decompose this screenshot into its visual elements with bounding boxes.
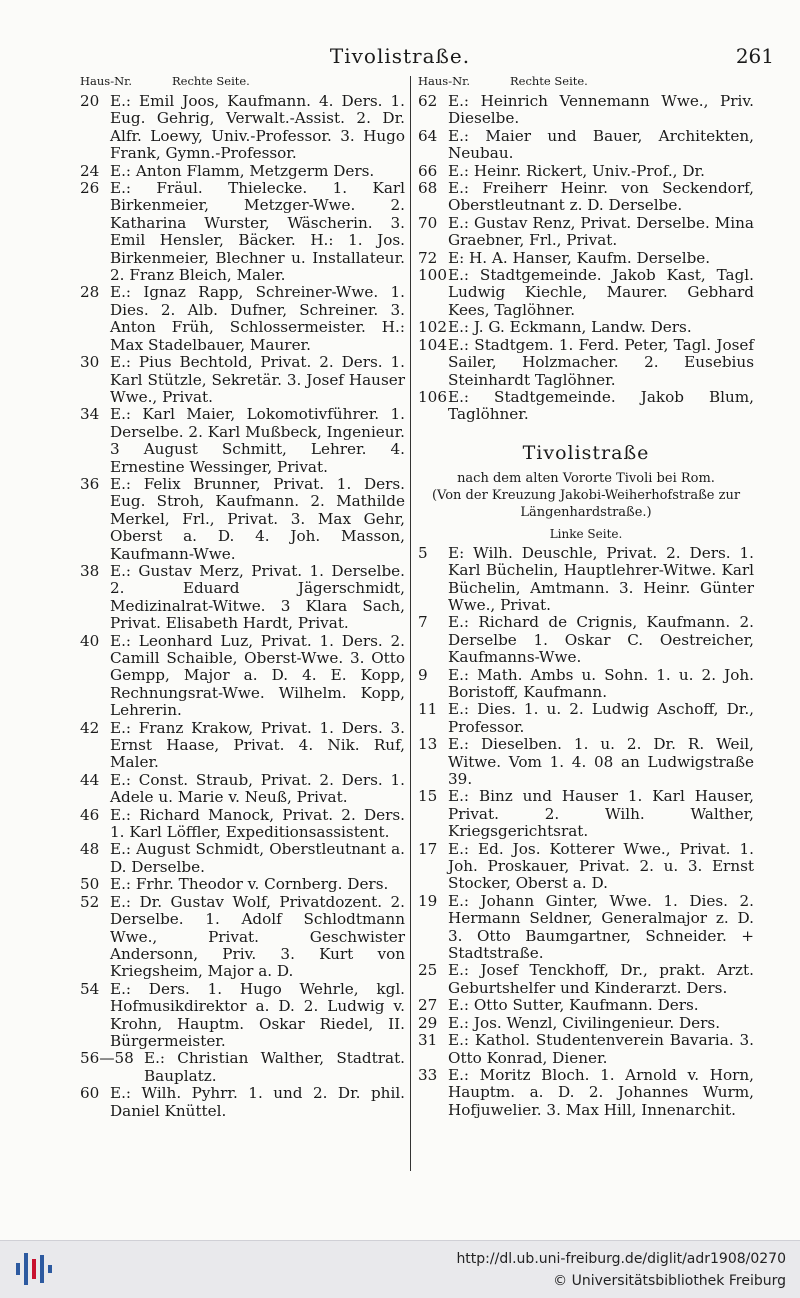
right-column-header xyxy=(418,74,754,91)
resident-text: E.: Math. Ambs u. Sohn. 1. u. 2. Joh. Boristoff, Kaufmann. xyxy=(448,665,754,701)
address-entry xyxy=(418,1032,754,1067)
resident-text: E.: Richard Manock, Privat. 2. Ders. 1. Karl Löffler, Expeditionsassistent. xyxy=(110,805,405,842)
resident-text: E.: Dies. 1. u. 2. Ludwig Aschoff, Dr., Professor. xyxy=(448,700,754,736)
resident-text: E.: Emil Joos, Kaufmann. 4. Ders. 1. Eug. Gehrig, Verwalt.-Assist. 2. Dr. Alfr. Loewy, Univ.-Professor. 3. Hugo Frank, Gymn.-Professor. xyxy=(110,92,405,163)
address-entry xyxy=(418,997,754,1014)
address-entry xyxy=(418,788,754,840)
resident-text: E.: Gustav Renz, Privat. Derselbe. Mina Graebner, Frl., Privat. xyxy=(448,213,754,250)
address-entry xyxy=(80,876,405,893)
address-entry xyxy=(418,128,754,163)
house-number: 34 xyxy=(80,405,100,424)
ub-freiburg-logo-icon xyxy=(12,1249,56,1289)
resident-text: E.: Gustav Merz, Privat. 1. Derselbe. 2. Eduard Jägerschmidt, Medizinalrat-Witwe. 3 Klara Sach, Privat. Elisabeth Hardt, Privat. xyxy=(110,561,405,633)
house-number: 70 xyxy=(418,213,438,232)
address-entry xyxy=(80,93,405,163)
address-entry xyxy=(80,1085,405,1120)
column-divider xyxy=(410,76,411,1171)
left-entries xyxy=(80,93,405,1120)
resident-text: E.: Wilh. Pyhrr. 1. und 2. Dr. phil. Daniel Knüttel. xyxy=(110,1084,405,1120)
address-entry xyxy=(80,720,405,772)
left-column-header xyxy=(80,74,405,91)
house-number: 64 xyxy=(418,126,438,145)
section-side-label: Linke Seite. xyxy=(549,526,623,541)
address-entry xyxy=(418,1015,754,1032)
house-number: 72 xyxy=(418,248,438,267)
resident-text: E.: Karl Maier, Lokomotivführer. 1. Derselbe. 2. Karl Mußbeck, Ingenieur. 3 August Schmitt, Lehrer. 4. Ernestine Wessinger, Privat. xyxy=(110,405,405,476)
resident-text: E.: Otto Sutter, Kaufmann. Ders. xyxy=(448,996,699,1015)
address-entry xyxy=(80,476,405,563)
house-number: 30 xyxy=(80,353,100,372)
address-entry xyxy=(80,406,405,476)
house-number: 29 xyxy=(418,1013,438,1032)
house-number: 100 xyxy=(418,266,447,285)
resident-text: E.: Anton Flamm, Metzgerm Ders. xyxy=(110,161,375,180)
house-number: 25 xyxy=(418,961,438,980)
right-entries-top xyxy=(418,93,754,424)
resident-text: E.: Heinr. Rickert, Univ.-Prof., Dr. xyxy=(448,161,705,180)
address-entry xyxy=(80,772,405,807)
section-subtitle: nach dem alten Vororte Tivoli bei Rom. xyxy=(457,470,715,486)
address-entry xyxy=(80,1050,405,1085)
resident-text: E.: Dieselben. 1. u. 2. Dr. R. Weil, Witwe. Vom 1. 4. 08 an Ludwigstraße 39. xyxy=(448,735,754,788)
house-number: 28 xyxy=(80,283,100,302)
house-number: 104 xyxy=(418,335,447,354)
house-number: 7 xyxy=(418,613,428,632)
resident-text: E.: August Schmidt, Oberstleutnant a. D. Derselbe. xyxy=(110,840,405,876)
address-entry xyxy=(418,893,754,963)
resident-text: E.: Ignaz Rapp, Schreiner-Wwe. 1. Dies. 2. Alb. Dufner, Schreiner. 3. Anton Früh, Schlossermeister. H.: Max Stadelbauer, Maurer. xyxy=(110,283,405,354)
address-entry xyxy=(80,807,405,842)
address-entry xyxy=(418,1067,754,1119)
resident-text: E.: Fräul. Thielecke. 1. Karl Birkenmeier, Metzger-Wwe. 2. Katharina Wurster, Wäscherin. 3. Emil Hensler, Bäcker. H.: 1. Jos. Birkenmeier, Blechner u. Installateur. 2. Franz Bleich, Maler. xyxy=(110,179,405,285)
resident-text: E.: Heinrich Vennemann Wwe., Priv. Dieselbe. xyxy=(448,92,754,128)
resident-text: E.: Johann Ginter, Wwe. 1. Dies. 2. Hermann Seldner, Generalmajor z. D. 3. Otto Baumgartner, Schneider. + Stadtstraße. xyxy=(448,891,754,963)
house-number-label: Haus-Nr. xyxy=(418,74,471,88)
resident-text: E.: Felix Brunner, Privat. 1. Ders. Eug. Stroh, Kaufmann. 2. Mathilde Merkel, Frl., Privat. 3. Max Gehr, Oberst a. D. 4. Joh. Masson, Kaufmann-Wwe. xyxy=(110,474,405,563)
section-title: Tivolistraße xyxy=(522,441,650,464)
resident-text: E.: Frhr. Theodor v. Cornberg. Ders. xyxy=(110,875,389,894)
resident-text: E.: Binz und Hauser 1. Karl Hauser, Privat. 2. Wilh. Walther, Kriegsgerichtsrat. xyxy=(448,787,754,841)
address-entry xyxy=(418,319,754,336)
resident-text: E.: Christian Walther, Stadtrat. Bauplatz. xyxy=(144,1049,405,1085)
house-number: 60 xyxy=(80,1084,100,1103)
resident-text: E.: Pius Bechtold, Privat. 2. Ders. 1. Karl Stützle, Sekretär. 3. Josef Hauser Wwe., Privat. xyxy=(110,353,405,406)
left-column xyxy=(80,74,405,1120)
address-entry xyxy=(418,180,754,215)
address-entry xyxy=(80,841,405,876)
resident-text: E.: Franz Krakow, Privat. 1. Ders. 3. Ernst Haase, Privat. 4. Nik. Ruf, Maler. xyxy=(110,718,405,772)
address-entry xyxy=(80,894,405,981)
house-number: 20 xyxy=(80,92,100,110)
resident-text: E.: Kathol. Studentenverein Bavaria. 3. Otto Konrad, Diener. xyxy=(448,1031,754,1067)
house-number: 9 xyxy=(418,665,428,684)
resident-text: E.: Ed. Jos. Kotterer Wwe., Privat. 1. Joh. Proskauer, Privat. 2. u. 3. Ernst Stocker, Oberst a. D. xyxy=(448,839,754,893)
house-number: 54 xyxy=(80,979,100,998)
house-number: 50 xyxy=(80,875,100,894)
house-number: 11 xyxy=(418,700,438,719)
resident-text: E.: Ders. 1. Hugo Wehrle, kgl. Hofmusikdirektor a. D. 2. Ludwig v. Krohn, Hauptm. Oskar Riedel, II. Bürgermeister. xyxy=(110,979,405,1050)
resident-text: E.: Stadtgem. 1. Ferd. Peter, Tagl. Josef Sailer, Holzmacher. 2. Eusebius Steinhardt Taglöhner. xyxy=(448,335,754,389)
house-number: 19 xyxy=(418,891,438,910)
address-entry xyxy=(80,981,405,1051)
house-number: 52 xyxy=(80,892,100,911)
house-number: 48 xyxy=(80,840,100,859)
address-entry xyxy=(80,163,405,180)
resident-text: E.: Leonhard Luz, Privat. 1. Ders. 2. Camill Schaible, Oberst-Wwe. 3. Otto Gempp, Major a. D. 4. E. Kopp, Rechnungsrat-Wwe. Wilhelm. Kopp, Lehrerin. xyxy=(110,631,405,720)
house-number: 17 xyxy=(418,839,438,858)
address-entry xyxy=(418,962,754,997)
address-entry xyxy=(418,614,754,666)
house-number: 62 xyxy=(418,92,438,110)
permalink-url[interactable]: http://dl.ub.uni-freiburg.de/diglit/adr1908/0270 xyxy=(456,1251,786,1267)
right-entries-bottom xyxy=(418,545,754,1119)
house-number: 27 xyxy=(418,996,438,1015)
address-entry xyxy=(418,163,754,180)
address-entry xyxy=(418,545,754,615)
resident-text: E.: Const. Straub, Privat. 2. Ders. 1. Adele u. Marie v. Neuß, Privat. xyxy=(110,770,405,807)
copyright-notice: © Universitätsbibliothek Freiburg xyxy=(553,1273,786,1289)
page-number: 261 xyxy=(735,44,774,68)
address-entry xyxy=(418,337,754,389)
house-number: 26 xyxy=(80,179,100,198)
house-number: 46 xyxy=(80,805,100,824)
resident-text: E.: Freiherr Heinr. von Seckendorf, Oberstleutnant z. D. Derselbe. xyxy=(448,179,754,215)
house-number: 66 xyxy=(418,161,438,180)
resident-text: E.: Richard de Crignis, Kaufmann. 2. Derselbe 1. Oskar C. Oestreicher, Kaufmanns-Wwe. xyxy=(448,613,754,667)
house-number: 106 xyxy=(418,387,447,406)
resident-text: E.: J. G. Eckmann, Landw. Ders. xyxy=(448,318,692,337)
right-column xyxy=(418,74,754,1119)
house-number: 24 xyxy=(80,161,100,180)
house-number: 40 xyxy=(80,631,100,650)
section-subtitle-range: (Von der Kreuzung Jakobi-Weiherhofstraße zur Längenhardstraße.) xyxy=(431,487,741,520)
address-entry xyxy=(418,267,754,319)
side-label: Rechte Seite. xyxy=(510,74,588,88)
resident-text: E.: Maier und Bauer, Architekten, Neubau. xyxy=(448,126,754,163)
address-entry xyxy=(418,215,754,250)
address-entry xyxy=(418,736,754,788)
house-number: 102 xyxy=(418,318,447,337)
address-entry xyxy=(418,389,754,424)
address-entry xyxy=(418,841,754,893)
address-entry xyxy=(80,354,405,406)
resident-text: E.: Moritz Bloch. 1. Arnold v. Horn, Hauptm. a. D. 2. Johannes Wurm, Hofjuwelier. 3. Max Hill, Innenarchit. xyxy=(448,1065,754,1119)
house-number: 36 xyxy=(80,474,100,493)
house-number: 5 xyxy=(418,543,428,562)
address-entry xyxy=(80,284,405,354)
address-entry xyxy=(418,93,754,128)
address-entry xyxy=(80,180,405,284)
house-number: 13 xyxy=(418,735,438,754)
address-entry xyxy=(418,701,754,736)
resident-text: E: H. A. Hanser, Kaufm. Derselbe. xyxy=(448,248,711,267)
address-entry xyxy=(418,250,754,267)
house-number: 15 xyxy=(418,787,438,806)
house-number: 31 xyxy=(418,1031,438,1050)
side-label: Rechte Seite. xyxy=(172,74,250,88)
address-entry xyxy=(80,633,405,720)
house-number: 56—58 xyxy=(80,1049,134,1068)
resident-text: E.: Josef Tenckhoff, Dr., prakt. Arzt. Geburtshelfer und Kinderarzt. Ders. xyxy=(448,961,754,997)
house-number: 42 xyxy=(80,718,100,737)
resident-text: E.: Jos. Wenzl, Civilingenieur. Ders. xyxy=(448,1013,721,1032)
viewer-footer xyxy=(0,1240,800,1298)
house-number: 68 xyxy=(418,179,438,198)
house-number: 33 xyxy=(418,1065,438,1084)
resident-text: E: Wilh. Deuschle, Privat. 2. Ders. 1. Karl Büchelin, Hauptlehrer-Witwe. Karl Büchelin, Amtmann. 3. Heinr. Günter Wwe., Privat. xyxy=(448,543,754,614)
address-entry xyxy=(418,667,754,702)
resident-text: E.: Stadtgemeinde. Jakob Kast, Tagl. Ludwig Kiechle, Maurer. Gebhard Kees, Taglöhner. xyxy=(448,266,754,319)
resident-text: E.: Dr. Gustav Wolf, Privatdozent. 2. Derselbe. 1. Adolf Schlodtmann Wwe., Privat. Geschwister Andersonn, Priv. 3. Kurt von Kriegsheim, Major a. D. xyxy=(110,892,405,981)
running-title: Tivolistraße. xyxy=(329,44,471,68)
address-entry xyxy=(80,563,405,633)
resident-text: E.: Stadtgemeinde. Jakob Blum, Taglöhner. xyxy=(448,387,754,424)
house-number: 38 xyxy=(80,561,100,580)
house-number-label: Haus-Nr. xyxy=(80,74,133,88)
house-number: 44 xyxy=(80,770,100,789)
